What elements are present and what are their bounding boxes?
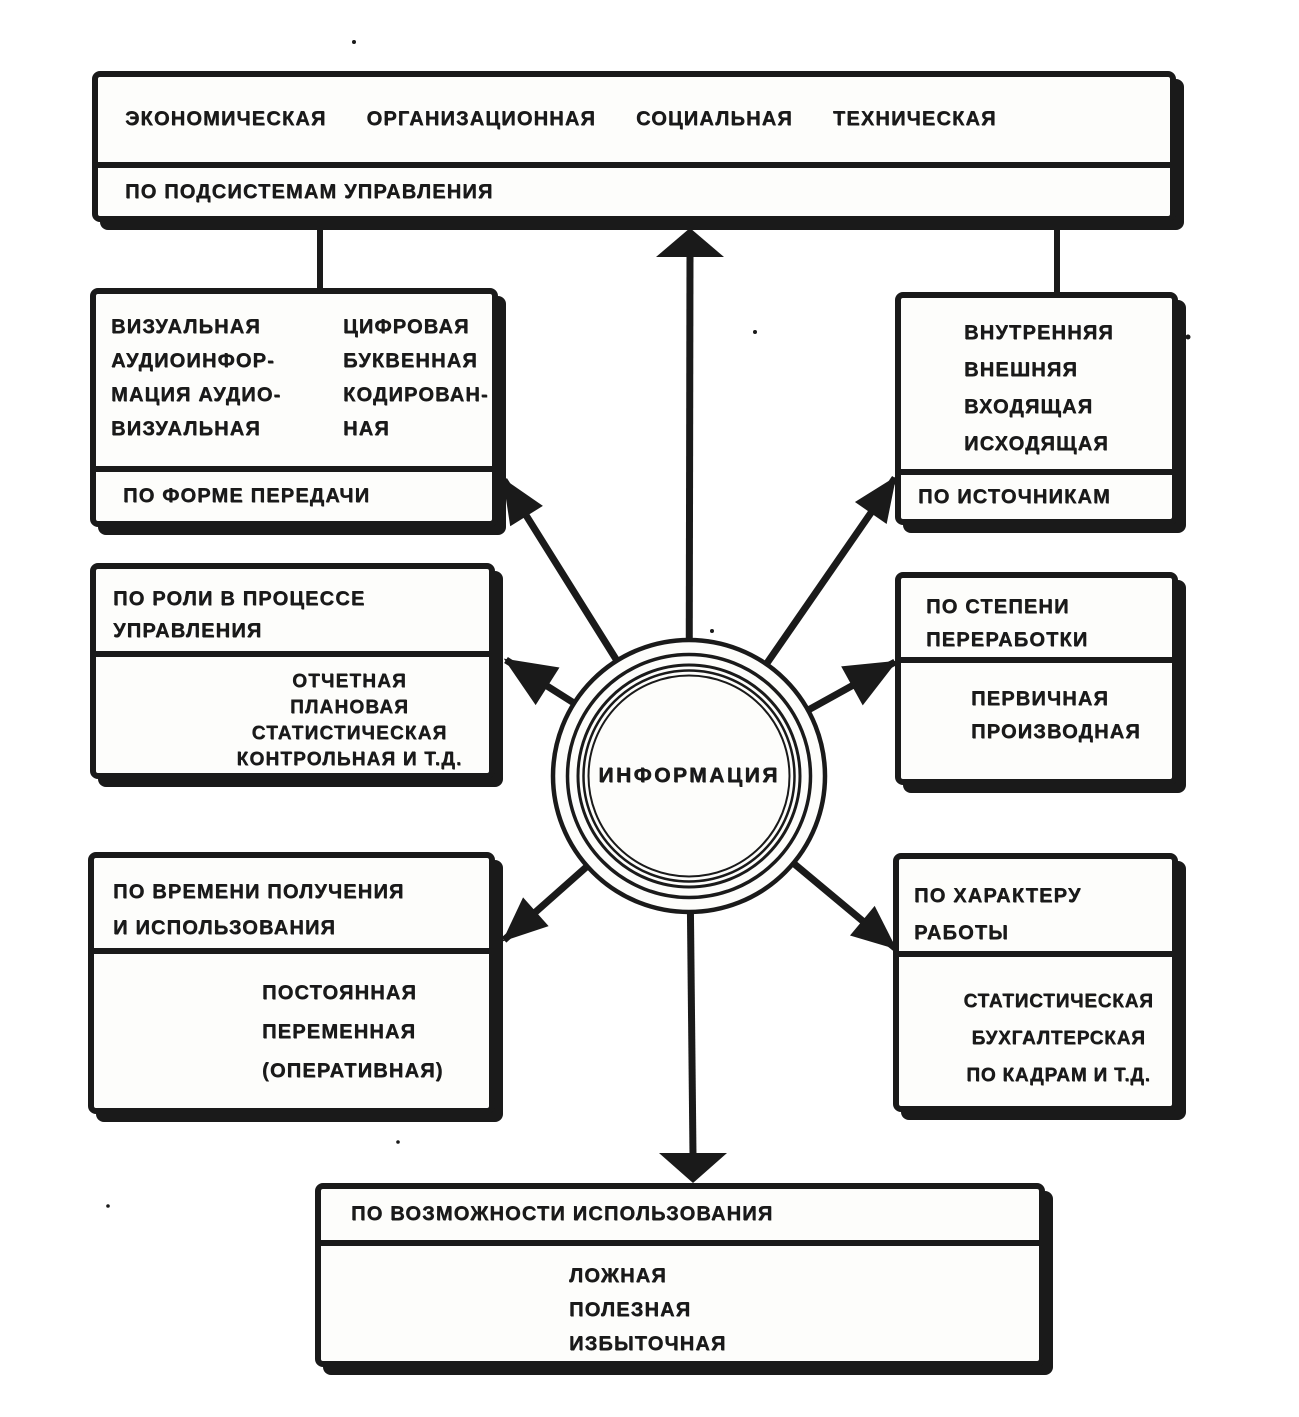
- category-label: ПО ИСТОЧНИКАМ: [918, 485, 1111, 508]
- item: ПЕРВИЧНАЯ: [971, 688, 1109, 710]
- time-items: [94, 948, 489, 1108]
- item: ЛОЖНАЯ: [569, 1265, 667, 1287]
- item: ПО КАДРАМ И Т.Д.: [966, 1065, 1151, 1086]
- items-column-2: [343, 310, 489, 466]
- item: КОНТРОЛЬНАЯ И Т.Д.: [236, 749, 463, 770]
- box-by-subsystems: [92, 71, 1176, 222]
- scan-speck: [710, 629, 714, 633]
- box-by-usability: [315, 1183, 1045, 1367]
- scan-speck: [1186, 335, 1191, 340]
- item: ПЛАНОВАЯ: [290, 697, 409, 718]
- box-by-transmission-form: [90, 288, 498, 527]
- box-by-sources: [895, 292, 1178, 525]
- scan-speck: [352, 40, 356, 44]
- category-label-line1: ПО РОЛИ В ПРОЦЕССЕ: [113, 588, 366, 610]
- item: ТЕХНИЧЕСКАЯ: [832, 108, 997, 130]
- arrow-up-head: [656, 228, 724, 257]
- item: ИЗБЫТОЧНАЯ: [569, 1333, 727, 1355]
- item: ВНУТРЕННЯЯ: [964, 322, 1114, 344]
- subsystems-items: [98, 77, 1170, 162]
- category-strip: [96, 466, 492, 521]
- item: ВИЗУАЛЬНАЯ: [111, 418, 261, 440]
- sources-items: [901, 298, 1172, 469]
- category-label-line1: ПО ВРЕМЕНИ ПОЛУЧЕНИЯ: [113, 881, 405, 903]
- category-label-line1: ПО СТЕПЕНИ: [926, 596, 1070, 618]
- category-label-line2: ПЕРЕРАБОТКИ: [926, 629, 1089, 651]
- category-label-line1: ПО ХАРАКТЕРУ: [914, 885, 1082, 907]
- category-strip: [321, 1189, 1039, 1240]
- item: ИСХОДЯЩАЯ: [964, 433, 1109, 455]
- item: ЭКОНОМИЧЕСКАЯ: [125, 108, 327, 130]
- scan-speck: [106, 1204, 110, 1208]
- items-column-1: [111, 310, 343, 466]
- category-strip: [96, 569, 489, 651]
- item: СТАТИСТИЧЕСКАЯ: [963, 991, 1154, 1012]
- item: СТАТИСТИЧЕСКАЯ: [251, 723, 448, 744]
- item: БУХГАЛТЕРСКАЯ: [971, 1028, 1146, 1049]
- item: БУКВЕННАЯ: [343, 350, 478, 372]
- transmission-items: [96, 294, 492, 466]
- item: КОДИРОВАН-: [343, 384, 489, 406]
- item: (ОПЕРАТИВНАЯ): [262, 1060, 444, 1082]
- item: ПОЛЕЗНАЯ: [569, 1299, 692, 1321]
- item: АУДИОИНФОР-: [111, 350, 275, 372]
- item: ПОСТОЯННАЯ: [262, 982, 417, 1004]
- category-label-line2: РАБОТЫ: [914, 922, 1009, 944]
- item: ВХОДЯЩАЯ: [964, 396, 1094, 418]
- item: ПЕРЕМЕННАЯ: [262, 1021, 417, 1043]
- scan-speck: [753, 330, 757, 334]
- category-label: ПО ФОРМЕ ПЕРЕДАЧИ: [123, 485, 371, 507]
- item: СОЦИАЛЬНАЯ: [635, 108, 793, 130]
- box-by-role-in-process: [90, 563, 495, 779]
- box-by-time-of-use: [88, 852, 495, 1114]
- box-by-work-character: [893, 853, 1178, 1112]
- item: ОТЧЕТНАЯ: [292, 671, 407, 692]
- center-node-label: ИНФОРМАЦИЯ: [598, 764, 780, 787]
- item: ВНЕШНЯЯ: [964, 359, 1078, 381]
- scan-speck: [396, 1140, 400, 1144]
- item: ОРГАНИЗАЦИОННАЯ: [366, 108, 596, 130]
- category-label-line2: УПРАВЛЕНИЯ: [113, 620, 263, 642]
- item: ВИЗУАЛЬНАЯ: [111, 316, 261, 338]
- box-by-processing-degree: [895, 572, 1178, 785]
- processing-items: [901, 657, 1172, 779]
- category-label-line2: И ИСПОЛЬЗОВАНИЯ: [113, 917, 336, 939]
- role-items: [96, 651, 489, 773]
- category-strip: [98, 162, 1170, 216]
- item: ПРОИЗВОДНАЯ: [971, 721, 1141, 743]
- arrow-down-head: [659, 1153, 727, 1183]
- item: МАЦИЯ АУДИО-: [111, 384, 282, 406]
- category-strip: [94, 858, 489, 948]
- item: НАЯ: [343, 418, 390, 440]
- category-strip: [901, 469, 1172, 519]
- category-strip: [901, 578, 1172, 657]
- category-label: ПО ВОЗМОЖНОСТИ ИСПОЛЬЗОВАНИЯ: [351, 1203, 774, 1225]
- category-strip: [899, 859, 1172, 951]
- usability-items: [321, 1240, 1039, 1361]
- item: ЦИФРОВАЯ: [343, 316, 470, 338]
- category-label: ПО ПОДСИСТЕМАМ УПРАВЛЕНИЯ: [125, 180, 494, 203]
- work-items: [899, 951, 1172, 1106]
